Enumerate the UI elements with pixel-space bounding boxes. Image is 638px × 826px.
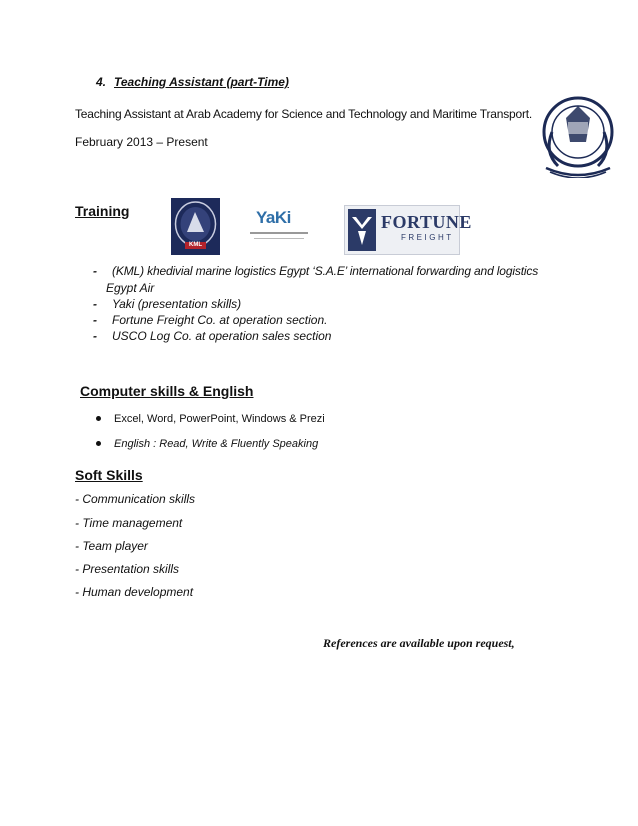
references-note: References are available upon request,: [323, 636, 515, 650]
soft-item-4: - Presentation skills: [75, 562, 180, 576]
kml-logo-text: KML: [189, 242, 202, 248]
teaching-number: 4.: [96, 75, 107, 89]
training-item-3: Yaki (presentation skills): [112, 297, 242, 311]
academy-seal-icon: [538, 92, 618, 178]
computer-bullet-1: [96, 416, 101, 421]
academy-seal-logo: [538, 92, 618, 178]
computer-item-1: Excel, Word, PowerPoint, Windows & Prezi: [114, 413, 325, 425]
fortune-emblem-icon: [348, 209, 376, 251]
soft-item-2: - Time management: [75, 516, 183, 530]
soft-item-1: - Communication skills: [75, 492, 196, 506]
training-dash-5: -: [93, 329, 97, 343]
teaching-title: Teaching Assistant (part-Time): [114, 75, 289, 89]
training-item-2: Egypt Air: [106, 281, 155, 295]
fortune-logo-line1: FORTUNE: [381, 212, 472, 232]
training-item-1: (KML) khedivial marine logistics Egypt ‘S.A.E’ international forwarding and logistics: [112, 264, 539, 278]
teaching-description: Teaching Assistant at Arab Academy for Science and Technology and Maritime Transport.: [75, 107, 533, 121]
fortune-logo-line2: FREIGHT: [401, 233, 454, 242]
yaki-tagline-line-2: [254, 238, 304, 239]
yaki-logo: [250, 208, 308, 244]
training-item-4: Fortune Freight Co. at operation section.: [112, 313, 328, 327]
kml-logo: [171, 198, 220, 255]
training-heading: Training: [75, 203, 130, 219]
teaching-dates: February 2013 – Present: [75, 135, 208, 149]
soft-item-5: - Human development: [75, 585, 194, 599]
soft-heading: Soft Skills: [75, 467, 143, 483]
fortune-freight-logo: [344, 205, 472, 255]
training-dash-1: -: [93, 264, 97, 278]
yaki-tagline-line: [250, 232, 308, 234]
training-dash-3: -: [93, 297, 97, 311]
computer-item-2: English : Read, Write & Fluently Speaking: [114, 438, 319, 450]
training-item-5: USCO Log Co. at operation sales section: [112, 329, 332, 343]
soft-item-3: - Team player: [75, 539, 148, 553]
yaki-logo-text: YaKi: [256, 208, 291, 227]
computer-heading: Computer skills & English: [80, 383, 254, 399]
training-dash-4: -: [93, 313, 97, 327]
computer-bullet-2: [96, 441, 101, 446]
